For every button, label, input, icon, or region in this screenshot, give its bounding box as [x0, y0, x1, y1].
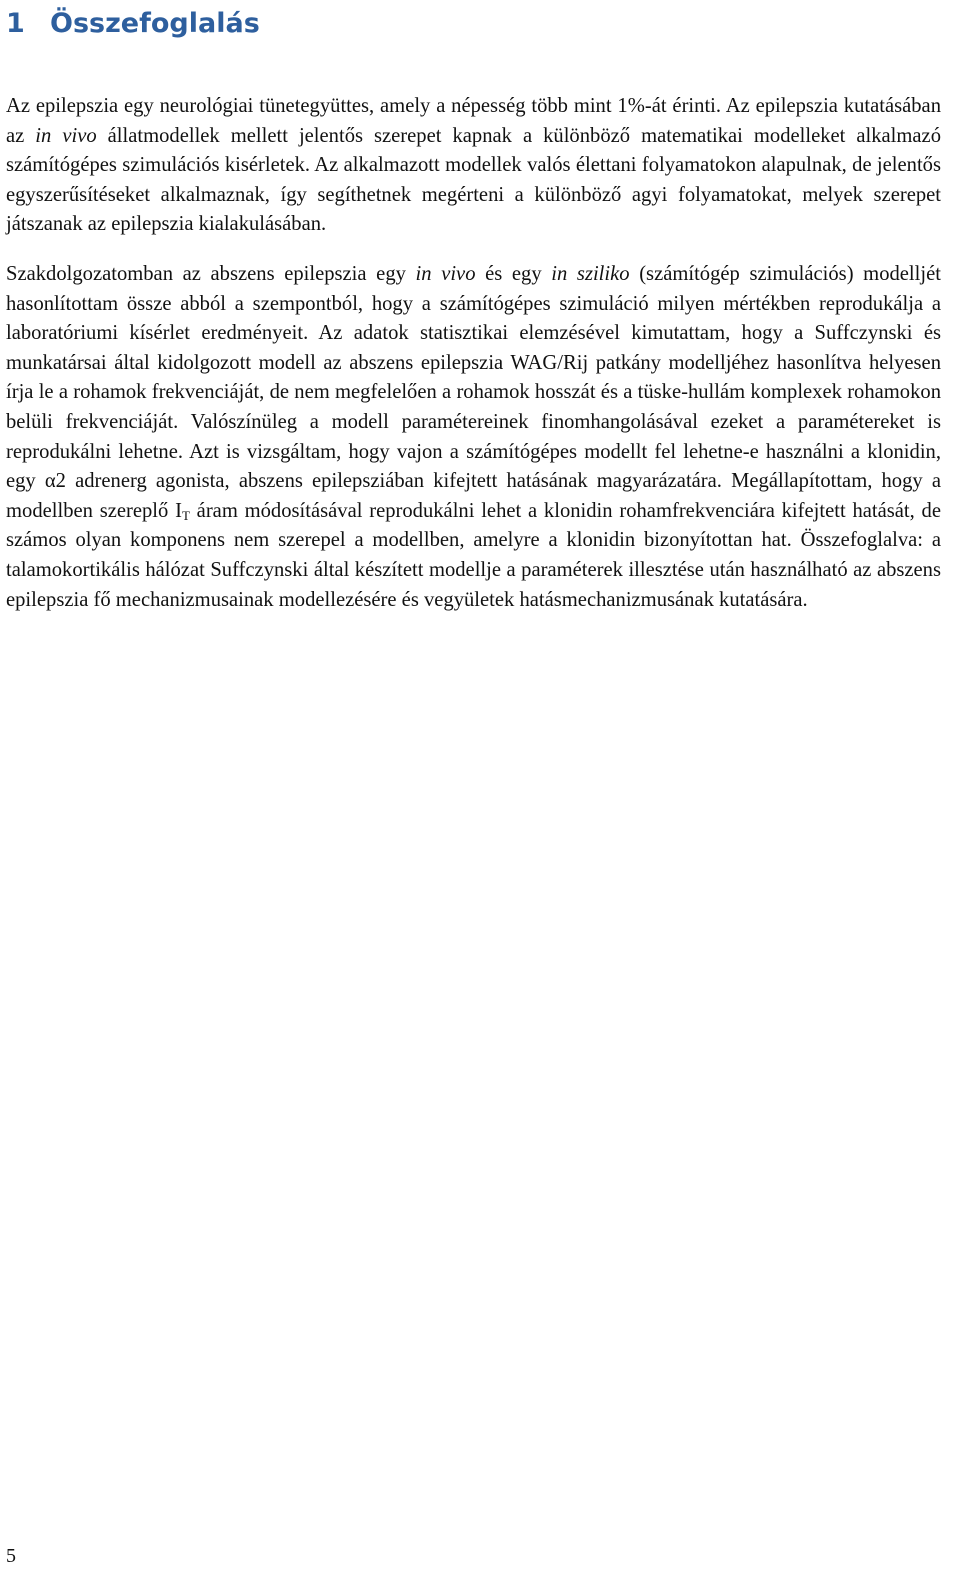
section-number: 1: [6, 8, 25, 39]
paragraph-thesis-text-1: Szakdolgozatomban az abszens epilepszia egy: [6, 262, 416, 285]
paragraph-intro-text-2: állatmodellek mellett jelentős szerepet kapnak a különböző matematikai modelleket alkalmazó számítógépes szimulációs kisérletek. Az alkalmazott modellek valós élettani folyamatokon alapulnak, de jelentős egyszerűsítéseket alkalmaznak, így segíthetnek megérteni a különböző agyi folyamatokat, melyek szerepet játszanak az epilepszia kialakulásában.: [6, 124, 941, 236]
paragraph-intro-text-1: Az epilepszia egy neurológiai tünetegyüttes, amely a népesség több mint 1%-át érinti. Az epilepszia kutatásában az: [6, 95, 941, 147]
section-heading: [6, 4, 941, 44]
page-number: 5: [6, 1545, 16, 1567]
paragraph-intro: [6, 92, 941, 240]
paragraph-thesis-subscript: T: [181, 507, 190, 523]
paragraph-thesis-text-4: áram módosításával reprodukálni lehet a klonidin rohamfrekvenciára kifejtett hatását, de számos olyan komponens nem szerepel a modellben, amelyre a klonidin bizonyítottan hat. Összefoglalva: a talamokortikális hálózat Suffczynski által készített modellje a paraméterek illesztése után használható az abszens epilepszia fő mechanizmusainak modellezésére és vegyületek hatásmechanizmusának kutatására.: [6, 499, 941, 611]
paragraph-thesis-italic-1: in vivo: [415, 262, 476, 285]
paragraph-thesis-text-2: és egy: [475, 262, 552, 285]
section-title: Összefoglalás: [50, 8, 260, 39]
paragraph-thesis-italic-2: in sziliko: [551, 262, 630, 285]
paragraph-intro-italic-1: in vivo: [35, 124, 97, 147]
document-page: [6, 0, 941, 615]
paragraph-thesis-text-3: (számítógép szimulációs) modelljét hasonlítottam össze abból a szempontból, hogy a számítógépes szimuláció milyen mértékben reprodukálja a laboratóriumi kísérlet eredményeit. Az adatok statisztikai elemzésével kimutattam, hogy a Suffczynski és munkatársai által kidolgozott modell az abszens epilepszia WAG/Rij patkány modelljéhez hasonlítva helyesen írja le a rohamok frekvenciáját, de nem megfelelően a rohamok hosszát és a tüske-hullám komplexek rohamokon belüli frekvenciáját. Valószínüleg a modell paramétereinek finomhangolásával ezeket a paramétereket is reprodukálni lehetne. Azt is vizsgáltam, hogy vajon a számítógépes modellt fel lehetne-e használni a klonidin, egy α2 adrenerg agonista, abszens epilepsziában kifejtett hatásának magyarázatára. Megállapítottam, hogy a modellben szereplő I: [6, 262, 941, 522]
paragraph-thesis: [6, 260, 941, 615]
